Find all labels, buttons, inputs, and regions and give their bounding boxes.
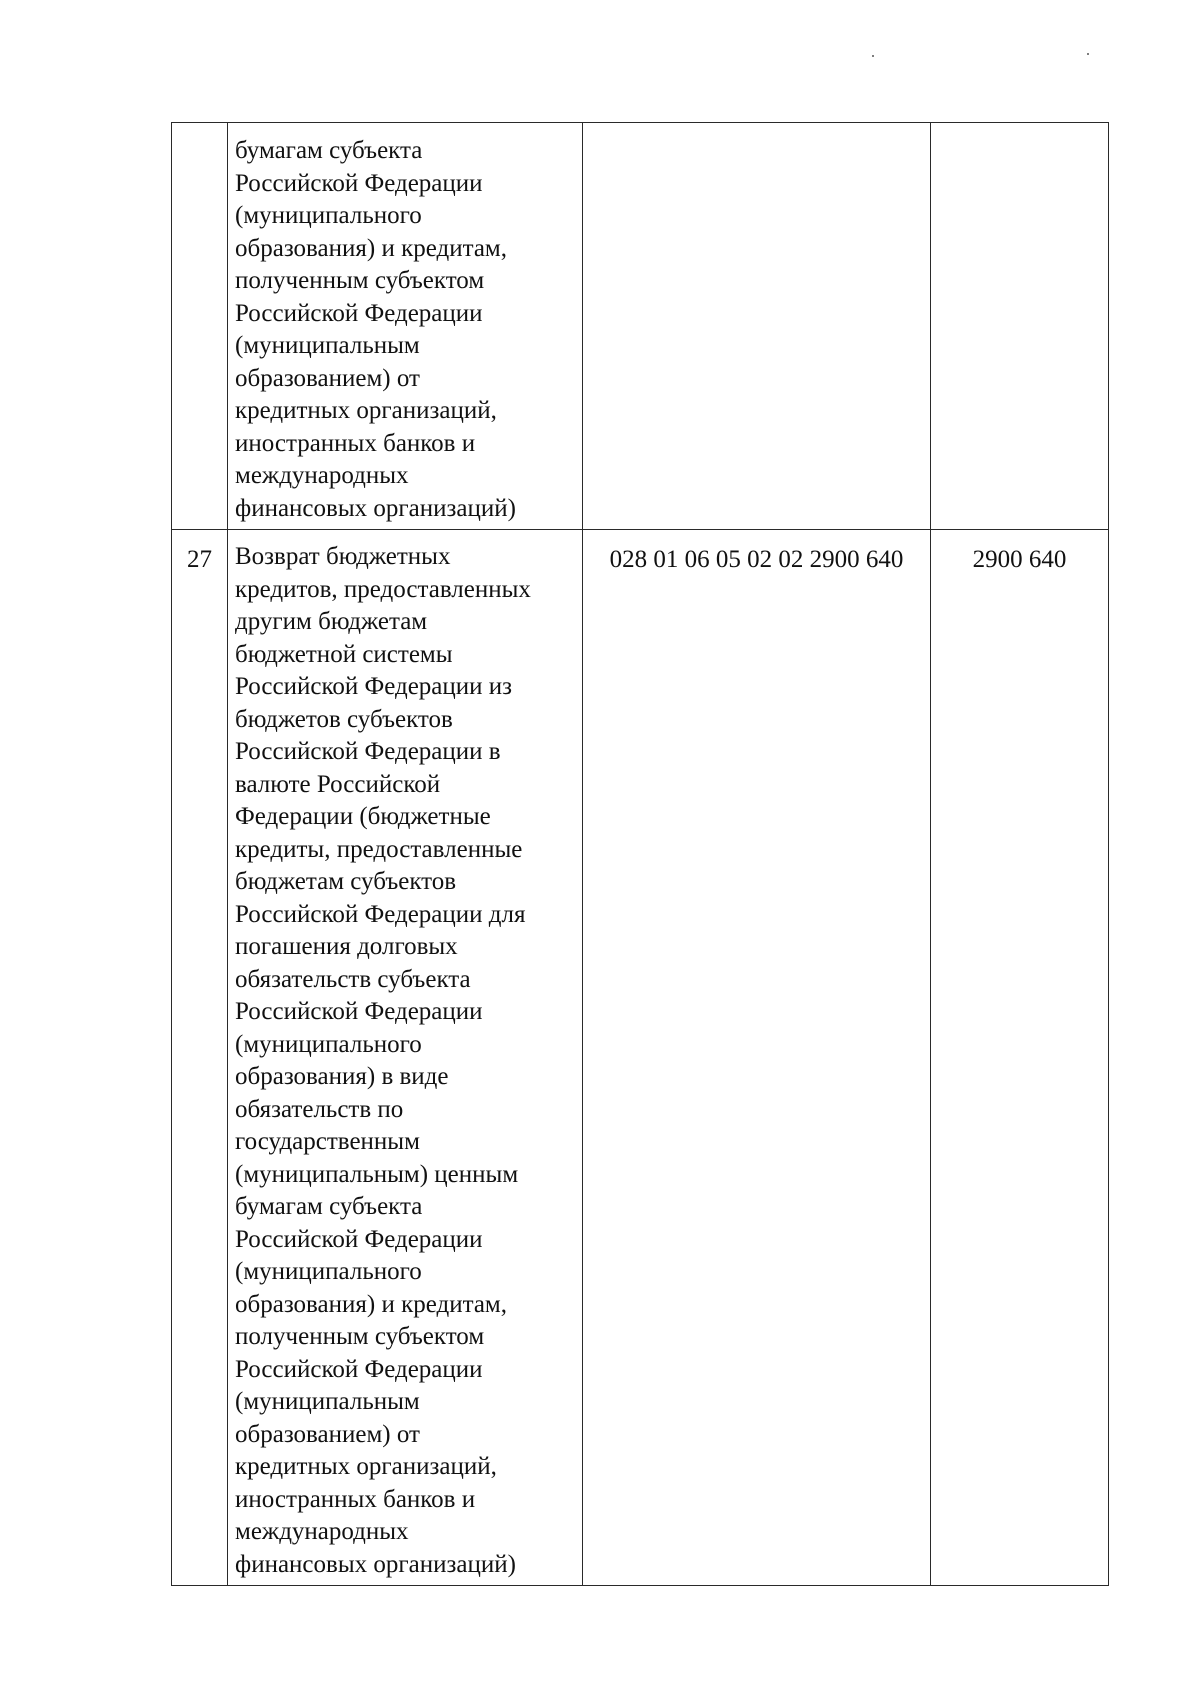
budget-table bbox=[171, 122, 1109, 1586]
budget-table-container bbox=[171, 122, 1108, 1586]
row-name-cell bbox=[228, 530, 583, 1586]
row-name-text: Возврат бюджетных кредитов, предоставленных другим бюджетам бюджетной системы Российской Федерации из бюджетов субъектов Российской Федерации в валюте Российской Федерации (бюджетные кредиты, предоставленные бюджетам субъектов Российской Федерации для погашения долговых обязательств субъекта Российской Федерации (муниципального образования) в виде обязательств по государственным (муниципальным) ценным бумагам субъекта Российской Федерации (муниципального образования) и кредитам, полученным субъектом Российской Федерации (муниципальным образованием) от кредитных организаций, иностранных банков и международных финансовых организаций) bbox=[235, 543, 531, 1578]
scan-speck bbox=[872, 55, 874, 57]
row-code-cell bbox=[583, 123, 931, 530]
row-code-cell: 028 01 06 05 02 02 2900 640 bbox=[583, 530, 931, 1586]
row-name-text: бумагам субъекта Российской Федерации (муниципального образования) и кредитам, полученным субъектом Российской Федерации (муниципальным образованием) от кредитных организаций, иностранных банков и международных финансовых организаций) bbox=[235, 137, 516, 522]
table-row bbox=[172, 530, 1109, 1586]
scan-speck bbox=[1087, 53, 1089, 55]
row-amount-cell: 2900 640 bbox=[931, 530, 1109, 1586]
table-row bbox=[172, 123, 1109, 530]
row-name-cell bbox=[228, 123, 583, 530]
row-amount-cell bbox=[931, 123, 1109, 530]
row-number-cell bbox=[172, 123, 228, 530]
row-number-cell: 27 bbox=[172, 530, 228, 1586]
